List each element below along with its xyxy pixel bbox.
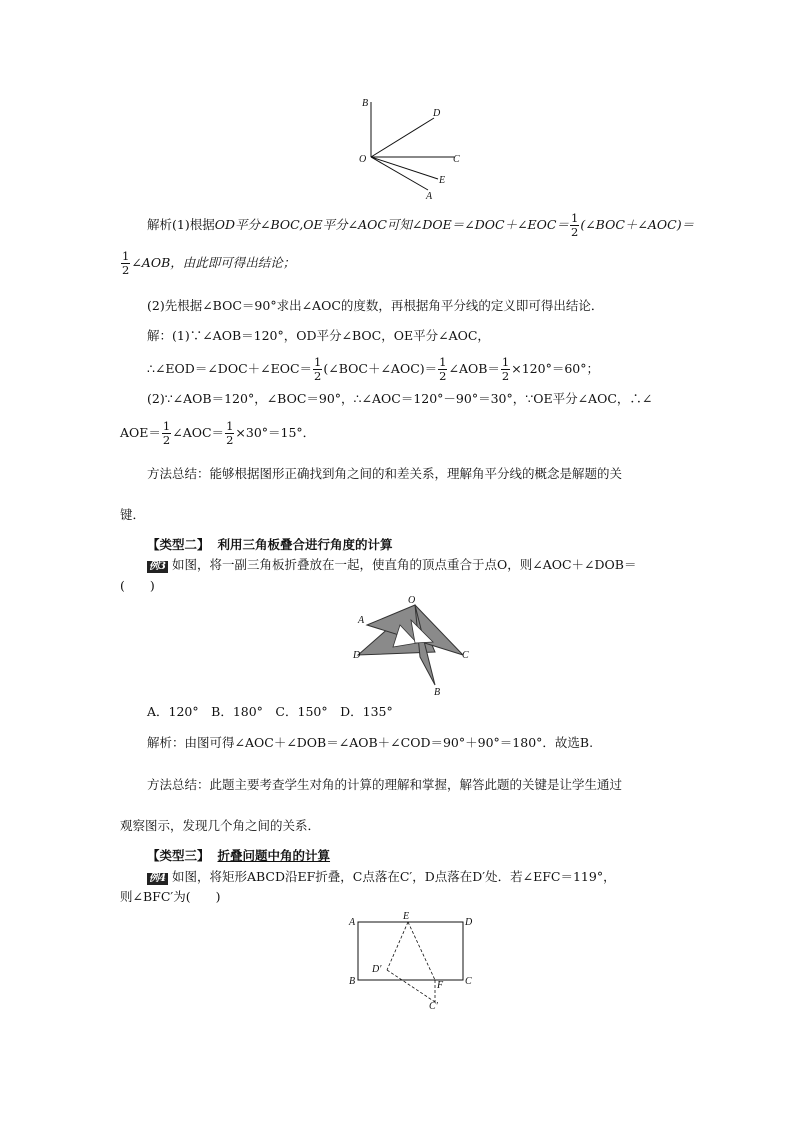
type2-summary-1: 方法总结：此题主要考查学生对角的计算的理解和掌握，解答此题的关键是让学生通过 xyxy=(147,777,623,792)
solution-line-1: 解：(1)∵∠AOB＝120°，OD平分∠BOC，OE平分∠AOC， xyxy=(147,328,490,343)
example-badge: 例3 xyxy=(149,561,166,572)
label-C-prime: C′ xyxy=(429,1001,438,1010)
solution-line-3: (2)∵∠AOB＝120°，∠BOC＝90°，∴∠AOC＝120°－90°＝30°，∵OE平分∠AOC，∴∠ xyxy=(147,391,653,406)
label-D: D xyxy=(465,917,473,928)
label-A: A xyxy=(426,191,433,202)
type3-question-2: 则∠BFC′为( ) xyxy=(120,889,221,904)
label-D-prime: D′ xyxy=(372,964,382,975)
label-B: B xyxy=(349,976,356,987)
label-A: A xyxy=(358,615,365,626)
analysis-line-3: (2)先根据∠BOC＝90°求出∠AOC的度数，再根据角平分线的定义即可得出结论． xyxy=(147,298,604,313)
label-C: C xyxy=(453,154,460,165)
label-A: A xyxy=(349,917,356,928)
type3-heading: 【类型三】 折叠问题中角的计算 xyxy=(147,848,331,863)
type2-analysis: 解析：由图可得∠AOC＋∠DOB＝∠AOB＋∠COD＝90°＋90°＝180°．故选B. xyxy=(147,735,594,750)
type2-summary-2: 观察图示，发现几个角之间的关系． xyxy=(120,818,321,833)
analysis-line-2: $\frac{1}{2}$ ∠AOB，由此即可得出结论； xyxy=(122,249,296,277)
type2-question-2: ( ) xyxy=(120,578,155,593)
summary-line-2: 键． xyxy=(120,507,146,522)
analysis-line-1: 解析(1)根据OD平分∠BOC,OE平分∠AOC可知∠DOE＝∠DOC＋∠EOC＝ $\frac{1}{2}$ (∠BOC＋∠AOC)＝ xyxy=(147,211,695,239)
fraction: $\frac{1}{2}$ xyxy=(571,211,579,239)
label-C: C xyxy=(462,650,469,661)
type2-options: A．120° B．180° C．150° D．135° xyxy=(147,704,393,719)
type3-question-1: 例4 如图，将矩形ABCD沿EF折叠，C点落在C′，D点落在D′处．若∠EFC＝119°， xyxy=(149,869,616,884)
label-B: B xyxy=(362,98,369,109)
label-D: D xyxy=(433,108,441,119)
triangle-rulers-figure xyxy=(345,595,485,697)
solution-line-2: ∴∠EOD＝∠DOC＋∠EOC＝ $\frac{1}{2}$ (∠BOC＋∠AOC)＝ $\frac{1}{2}$ ∠AOB＝ $\frac{1}{2}$ ×120°＝60°； xyxy=(147,355,599,383)
label-B: B xyxy=(434,687,441,697)
type2-question-1: 例3 如图，将一副三角板折叠放在一起，使直角的顶点重合于点O，则∠AOC＋∠DOB＝ xyxy=(149,557,637,572)
label-O: O xyxy=(408,595,416,606)
rectangle-fold-figure xyxy=(345,908,485,1010)
summary-line-1: 方法总结：能够根据图形正确找到角之间的和差关系，理解角平分线的概念是解题的关 xyxy=(147,466,623,481)
label-O: O xyxy=(359,154,367,165)
label-F: F xyxy=(437,980,444,991)
label-C: C xyxy=(465,976,472,987)
example-badge: 例4 xyxy=(149,873,166,884)
label-D: D xyxy=(353,650,361,661)
label-E: E xyxy=(439,175,446,186)
type2-heading: 【类型二】 利用三角板叠合进行角度的计算 xyxy=(147,537,393,552)
label-E: E xyxy=(403,911,410,922)
angle-figure-1 xyxy=(350,92,470,202)
solution-line-4: AOE＝ $\frac{1}{2}$ ∠AOC＝ $\frac{1}{2}$ ×30°＝15°． xyxy=(120,419,316,447)
